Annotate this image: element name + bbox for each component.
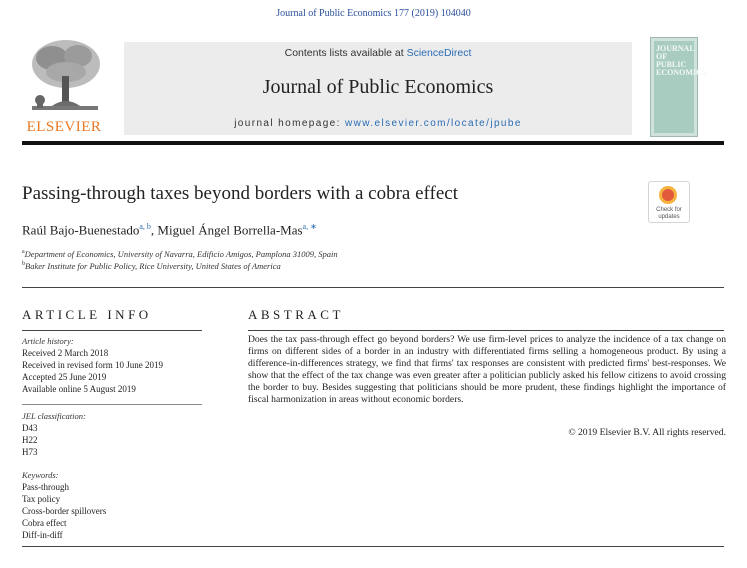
homepage-prefix: journal homepage: — [234, 118, 346, 129]
sciencedirect-link[interactable]: ScienceDirect — [406, 47, 472, 59]
homepage-link[interactable]: www.elsevier.com/locate/jpube — [345, 118, 522, 129]
check-for-updates-button[interactable] — [648, 181, 690, 223]
journal-title: Journal of Public Economics — [262, 76, 494, 98]
article-title: Passing-through taxes beyond borders with a cobra effect — [22, 183, 458, 204]
article-info-heading: ARTICLE INFO — [22, 307, 152, 322]
contents-line — [124, 47, 632, 59]
cover-title: JOURNAL OF PUBLIC ECONOMICS — [656, 44, 707, 77]
affiliation-text: Baker Institute for Public Policy, Rice University, United States of America — [25, 261, 281, 271]
abstract-text: Does the tax pass-through effect go beyond borders? We use firm-level prices to analyze the incidence of a tax change on firms on different sides of a border in an industry with differentiated firms selling a homogeneous product. By using a difference-in-differences strategy, we find that firms' tax responses are consistent with predicted firms' best-responses. We show that the effect of the tax change was even greater after a politician publicly asked his fellow citizens to avoid crossing the border to buy. Besides suggesting that politicians should be more prudent, these findings highlight the importance of fiscal harmonization in areas without economic borders. — [248, 334, 726, 406]
keyword[interactable]: Diff-in-diff — [22, 530, 63, 540]
copyright-notice: © 2019 Elsevier B.V. All rights reserved. — [568, 427, 726, 438]
affiliation-marker: a — [22, 249, 25, 256]
journal-cover-thumbnail[interactable] — [650, 37, 707, 137]
author-affiliation-marker[interactable]: a, ∗ — [302, 222, 317, 231]
author-list — [22, 222, 317, 238]
history-item: Accepted 25 June 2019 — [22, 372, 107, 382]
author-name[interactable]: Miguel Ángel Borrella-Mas — [157, 222, 303, 238]
jel-code: D43 — [22, 423, 38, 433]
publisher-name: ELSEVIER — [26, 119, 102, 135]
homepage-line — [124, 118, 632, 129]
history-item: Received 2 March 2018 — [22, 348, 109, 358]
author-name[interactable]: Raúl Bajo-Buenestado — [22, 222, 140, 238]
abstract-rule — [248, 330, 724, 331]
affiliation — [22, 261, 281, 271]
author-affiliation-marker[interactable]: a, b — [139, 222, 151, 231]
history-item: Received in revised form 10 June 2019 — [22, 360, 163, 370]
header-rule — [22, 141, 724, 145]
history-label: Article history: — [22, 336, 74, 346]
check-updates-label: Check for updates — [656, 207, 682, 220]
keywords-label: Keywords: — [22, 470, 59, 480]
jel-code: H73 — [22, 447, 38, 457]
affiliation-text: Department of Economics, University of Navarra, Edificio Amigos, Pamplona 31009, Spain — [24, 249, 338, 259]
tree-logo-icon — [22, 36, 106, 116]
contents-prefix: Contents lists available at — [284, 47, 407, 59]
affiliation — [22, 249, 338, 259]
check-updates-icon — [659, 186, 677, 204]
jel-code: H22 — [22, 435, 38, 445]
footer-rule — [22, 546, 724, 547]
elsevier-logo[interactable] — [22, 36, 106, 136]
article-info-rule — [22, 330, 202, 331]
affiliation-marker: b — [22, 261, 25, 268]
author-separator: , — [150, 222, 158, 238]
keyword[interactable]: Pass-through — [22, 482, 69, 492]
journal-citation[interactable]: Journal of Public Economics 177 (2019) 104040 — [276, 8, 471, 19]
abstract-heading: ABSTRACT — [248, 307, 344, 322]
journal-banner — [124, 42, 632, 135]
keyword[interactable]: Cross-border spillovers — [22, 506, 107, 516]
history-item: Available online 5 August 2019 — [22, 384, 136, 394]
jel-label: JEL classification: — [22, 411, 86, 421]
section-divider — [22, 287, 724, 288]
info-divider — [22, 404, 202, 405]
keyword[interactable]: Cobra effect — [22, 518, 67, 528]
cover-image — [654, 41, 707, 133]
keyword[interactable]: Tax policy — [22, 494, 61, 504]
